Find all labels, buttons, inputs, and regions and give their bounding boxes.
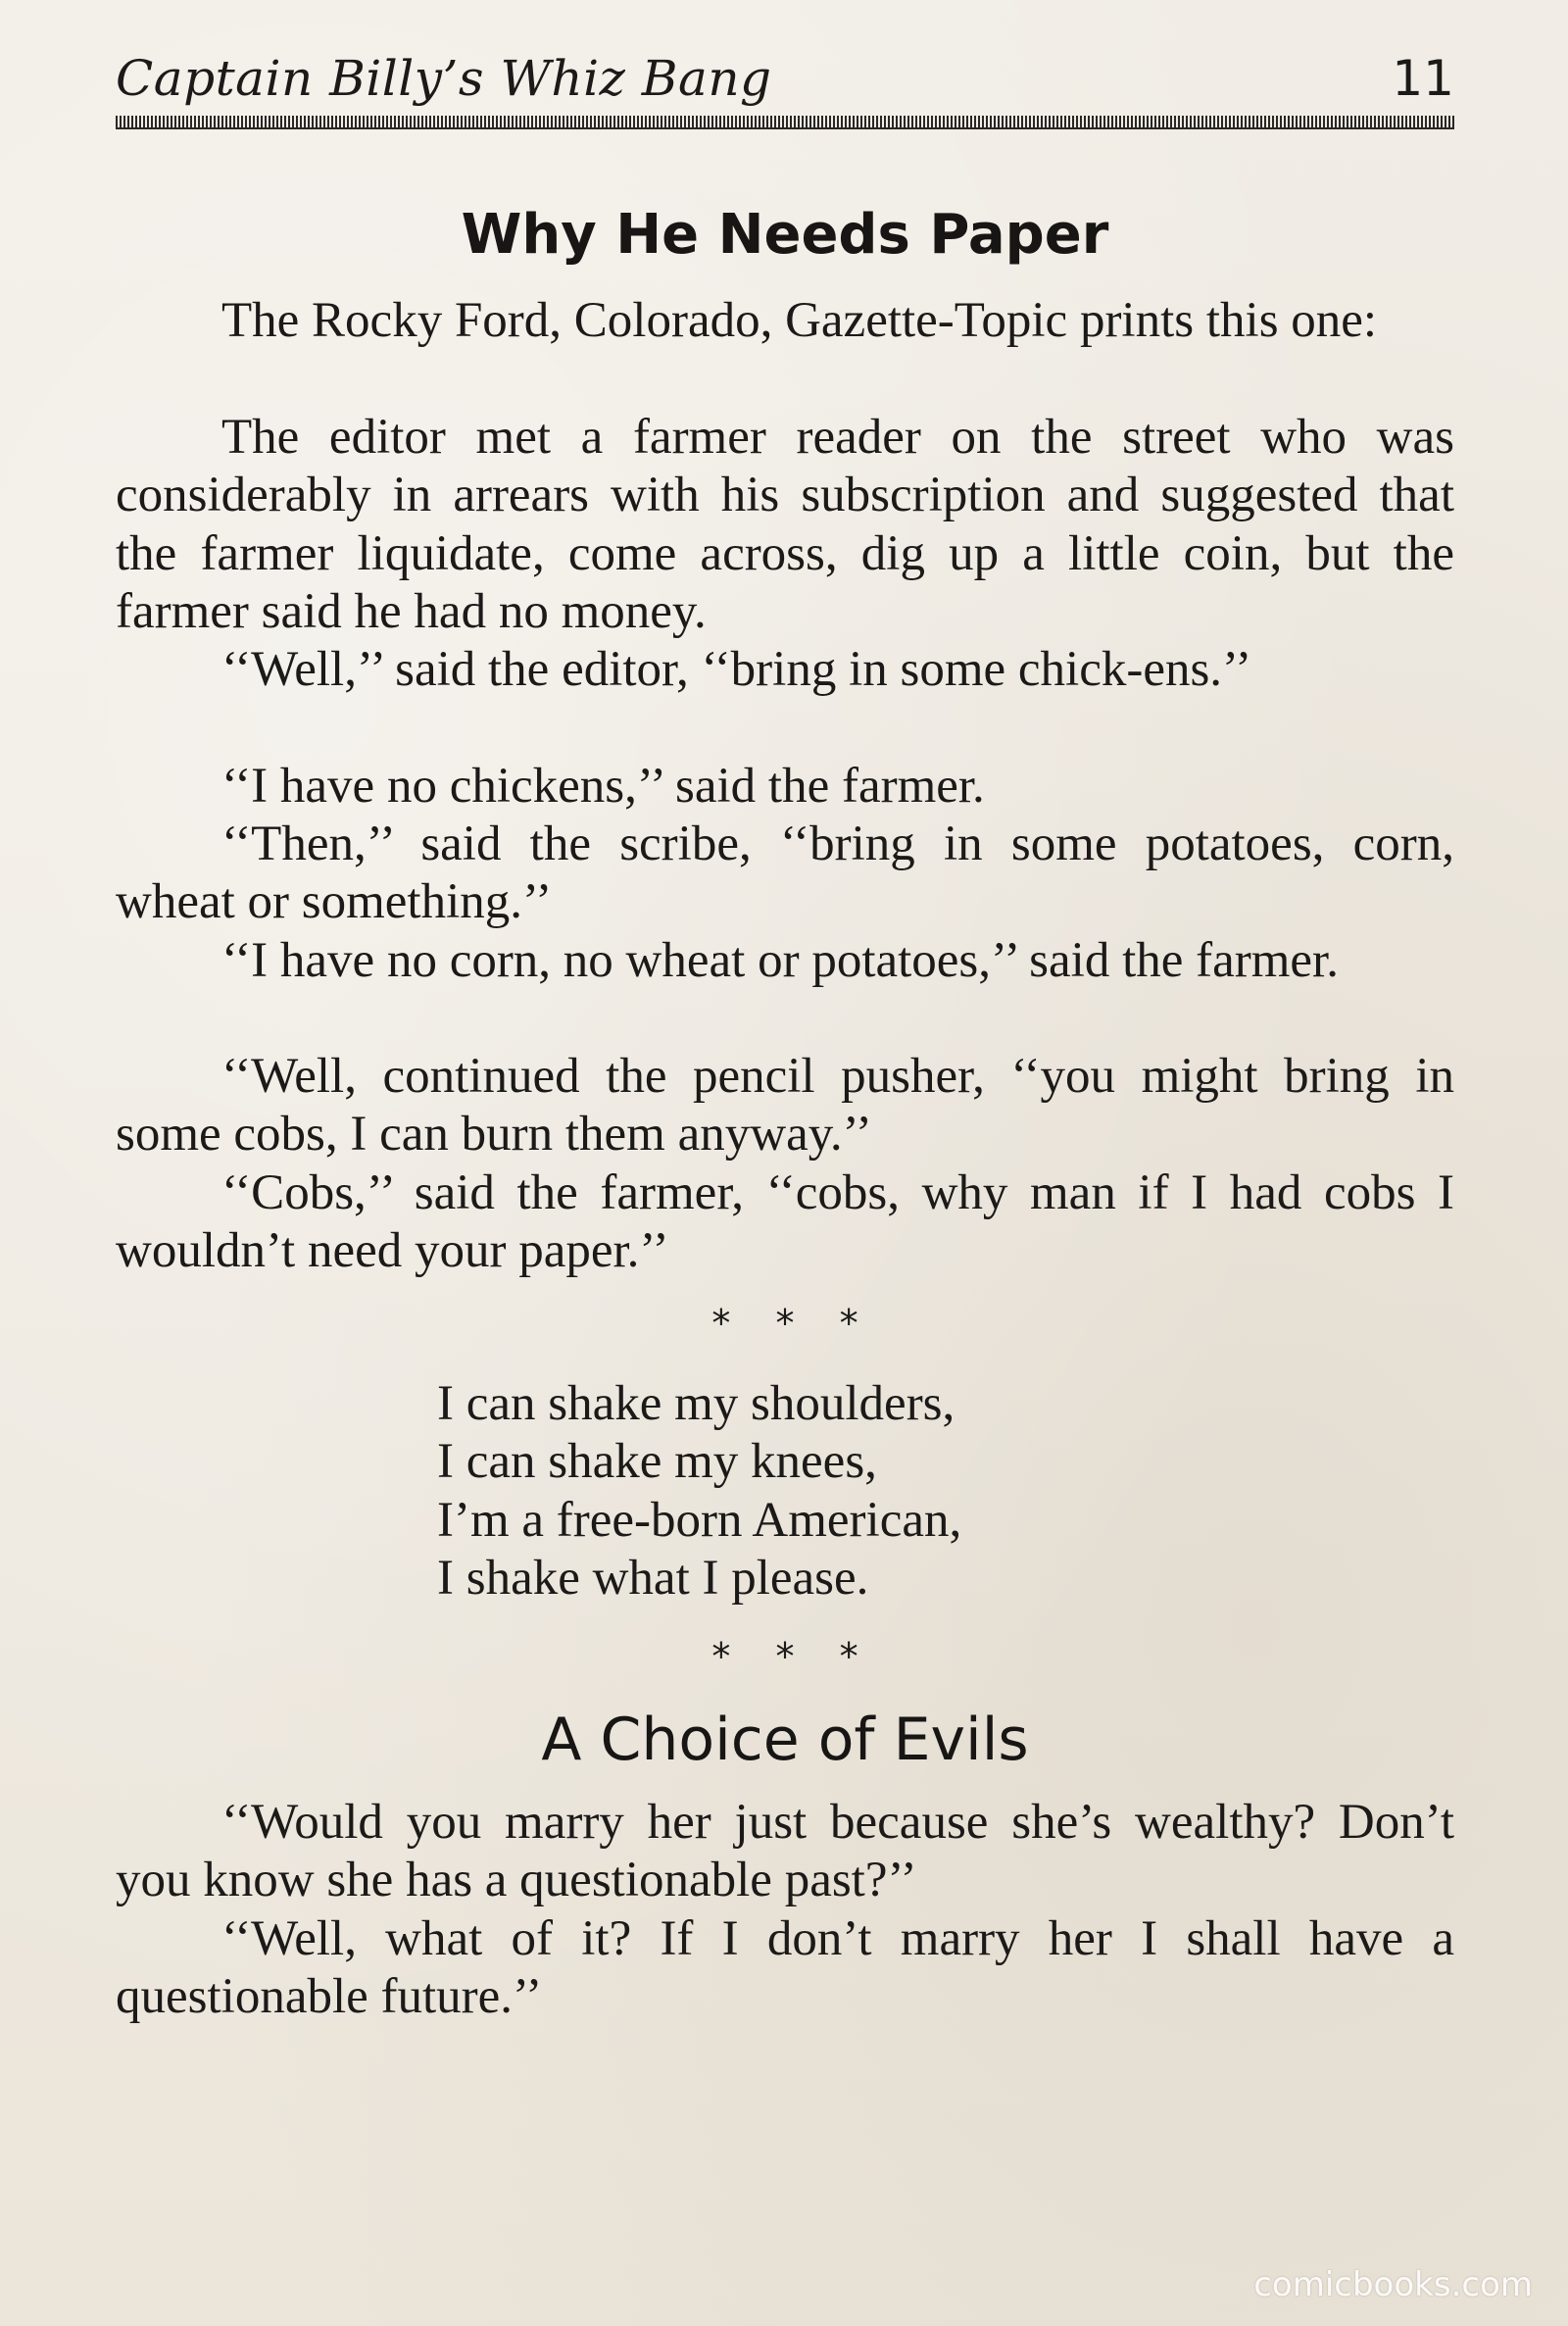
paragraph: ‘‘Cobs,’’ said the farmer, ‘‘cobs, why man if I had cobs I wouldn’t need your paper.’’	[116, 1165, 1454, 1279]
header-rule	[116, 116, 1454, 129]
paragraph: ‘‘Then,’’ said the scribe, ‘‘bring in some potatoes, corn, wheat or something.’’	[116, 817, 1454, 930]
paragraph: ‘‘Well,’’ said the editor, ‘‘bring in some chick-ens.’’	[221, 642, 1252, 697]
paragraph: ‘‘I have no corn, no wheat or potatoes,’’ said the farmer.	[221, 933, 1339, 988]
separator-stars: * * *	[711, 1635, 858, 1678]
paragraph: The editor met a farmer reader on the street who was considerably in arrears with his subscription and suggested that the farmer liquidate, come across, dig up a little coin, but the farmer said he had no money.	[116, 410, 1454, 640]
verse	[437, 1375, 961, 1608]
paragraph: ‘‘Well, continued the pencil pusher, ‘‘you might bring in some cobs, I can burn them anyway.’’	[116, 1049, 1454, 1163]
paragraph: The Rocky Ford, Colorado, Gazette-Topic prints this one:	[221, 293, 1378, 348]
watermark: comicbooks.com	[1253, 2265, 1533, 2304]
paragraph: ‘‘Would you marry her just because she’s wealthy? Don’t you know she has a questionable past?’’	[116, 1795, 1454, 1908]
article-title-a-choice-of-evils: A Choice of Evils	[541, 1706, 1029, 1774]
paragraph: ‘‘I have no chickens,’’ said the farmer.	[221, 759, 985, 814]
running-title: Captain Billy’s Whiz Bang	[116, 50, 772, 107]
paragraph: ‘‘Well, what of it? If I don’t marry her I shall have a questionable future.’’	[116, 1911, 1454, 2025]
separator-stars: * * *	[711, 1302, 858, 1345]
verse-line: I’m a free-born American,	[437, 1492, 962, 1548]
verse-line: I shake what I please.	[437, 1551, 869, 1607]
verse-line: I can shake my knees,	[437, 1434, 877, 1490]
page-header	[116, 49, 1454, 108]
verse-line: I can shake my shoulders,	[437, 1376, 956, 1431]
article-title-why-he-needs-paper: Why He Needs Paper	[461, 203, 1109, 267]
page-number: 11	[1392, 50, 1454, 107]
